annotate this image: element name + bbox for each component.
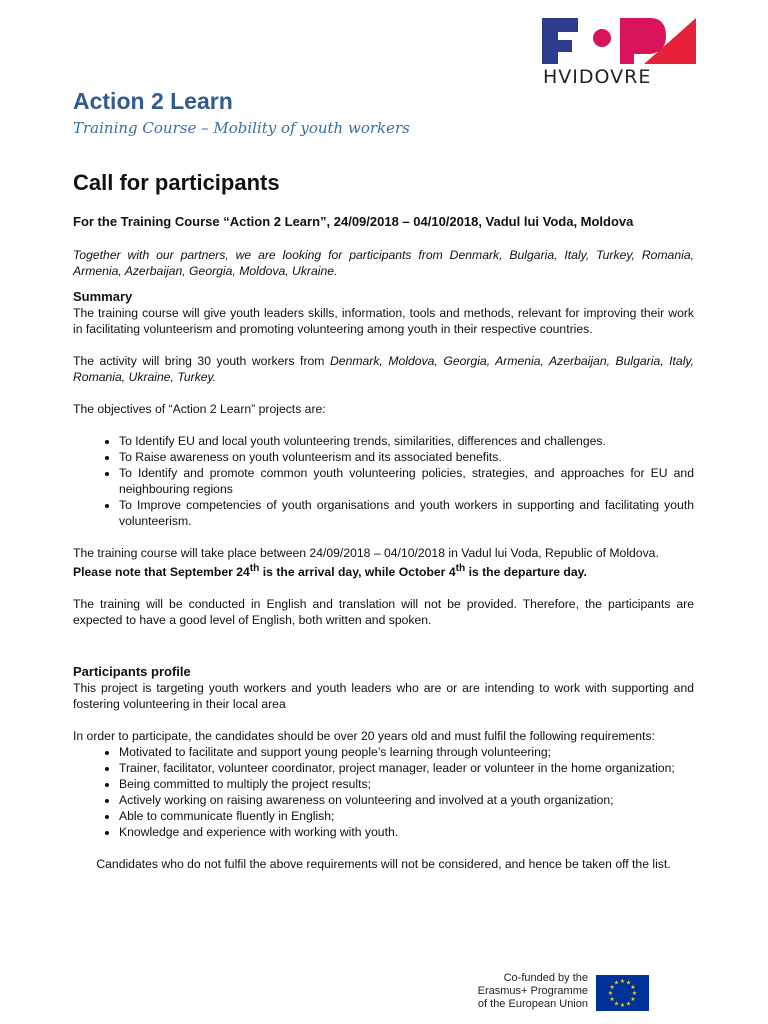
list-item: • Able to communicate fluently in English; — [119, 808, 694, 824]
svg-text:★: ★ — [630, 996, 636, 1003]
document-body — [73, 214, 694, 872]
call-heading: Call for participants — [73, 170, 280, 195]
arrival-text-1: Please note that September 24 — [73, 565, 250, 580]
summary-heading: Summary — [73, 289, 133, 304]
svg-text:★: ★ — [625, 1000, 632, 1008]
svg-text:★: ★ — [619, 1002, 626, 1009]
summary-paragraph: The training course will give youth leaders skills, information, tools and methods, relevant for improving their work in facilitating volunteerism and promoting volunteering among youth in their respective countries. — [73, 306, 694, 336]
list-item: • Actively working on raising awareness on volunteering and involved at a youth organization; — [119, 792, 694, 808]
svg-text:★: ★ — [613, 1000, 620, 1008]
list-item: • Motivated to facilitate and support young people’s learning through volunteering; — [119, 744, 694, 760]
requirements-intro: In order to participate, the candidates should be over 20 years old and must fulfil the following requirements: — [73, 729, 655, 744]
arrival-sup-1: th — [249, 563, 260, 574]
list-item: • To Improve competencies of youth organisations and youth workers in supporting and facilitating youth volunteerism. — [119, 497, 694, 529]
partners-paragraph: Together with our partners, we are looking for participants from Denmark, Bulgaria, Italy, Turkey, Romania, Armenia, Azerbaijan, Georgia, Moldova, Ukraine. — [73, 248, 694, 278]
list-item: • To Raise awareness on youth volunteerism and its associated benefits. — [119, 449, 694, 465]
list-item: • Trainer, facilitator, volunteer coordinator, project manager, leader or volunteer in the home organization; — [119, 760, 694, 776]
page-subtitle: Training Course – Mobility of youth workers — [73, 119, 410, 137]
list-item: • Being committed to multiply the project results; — [119, 776, 694, 792]
activity-paragraph — [73, 353, 694, 385]
svg-text:★: ★ — [609, 984, 615, 991]
language-paragraph: The training will be conducted in English and translation will not be provided. Therefore, the participants are expected to have a good level of English, both written and spoken. — [73, 597, 694, 628]
requirements-list — [73, 744, 694, 840]
profile-paragraph: This project is targeting youth workers and youth leaders who are or are intending to work with supporting and fostering volunteering in their local area — [73, 681, 694, 712]
svg-text:★: ★ — [625, 979, 632, 987]
list-item: • To Identify EU and local youth volunteering trends, similarities, differences and challenges. — [119, 433, 694, 449]
cofunded-text: Co-funded by the Erasmus+ Programme of the European Union — [477, 972, 588, 1010]
svg-text:★: ★ — [609, 996, 615, 1003]
closing-note: Candidates who do not fulfil the above requirements will not be considered, and hence be taken off the list. — [96, 857, 671, 872]
arrival-text-3: is the departure day. — [465, 565, 587, 580]
svg-text:★: ★ — [607, 990, 614, 997]
list-item: • To Identify and promote common youth volunteering policies, strategies, and approaches for EU and neighbouring regions — [119, 465, 694, 497]
activity-countries: Denmark, Moldova, Georgia, Armenia, Azerbaijan, Bulgaria, Italy, Romania, Ukraine, Turkey. — [73, 354, 694, 384]
activity-text: The activity will bring 30 youth workers from — [73, 354, 330, 368]
profile-heading: Participants profile — [73, 664, 191, 680]
logo-text: HVIDOVRE — [543, 66, 652, 88]
arrival-sup-2: th — [455, 563, 466, 574]
objectives-list — [73, 433, 694, 529]
arrival-note — [73, 561, 694, 580]
arrival-text-2: is the arrival day, while October 4 — [259, 565, 456, 580]
svg-text:★: ★ — [631, 990, 638, 997]
lead-line: For the Training Course “Action 2 Learn”, 24/09/2018 – 04/10/2018, Vadul lui Voda, Moldova — [73, 214, 634, 229]
svg-text:★: ★ — [619, 978, 626, 985]
dates-paragraph: The training course will take place between 24/09/2018 – 04/10/2018 in Vadul lui Voda, Republic of Moldova. — [73, 546, 659, 560]
list-item: • Knowledge and experience with working with youth. — [119, 824, 694, 840]
page-title: Action 2 Learn — [73, 88, 233, 114]
svg-text:★: ★ — [630, 984, 636, 991]
svg-text:★: ★ — [613, 979, 620, 987]
objectives-intro: The objectives of “Action 2 Learn” projects are: — [73, 402, 326, 416]
eu-flag-icon — [596, 975, 649, 1011]
